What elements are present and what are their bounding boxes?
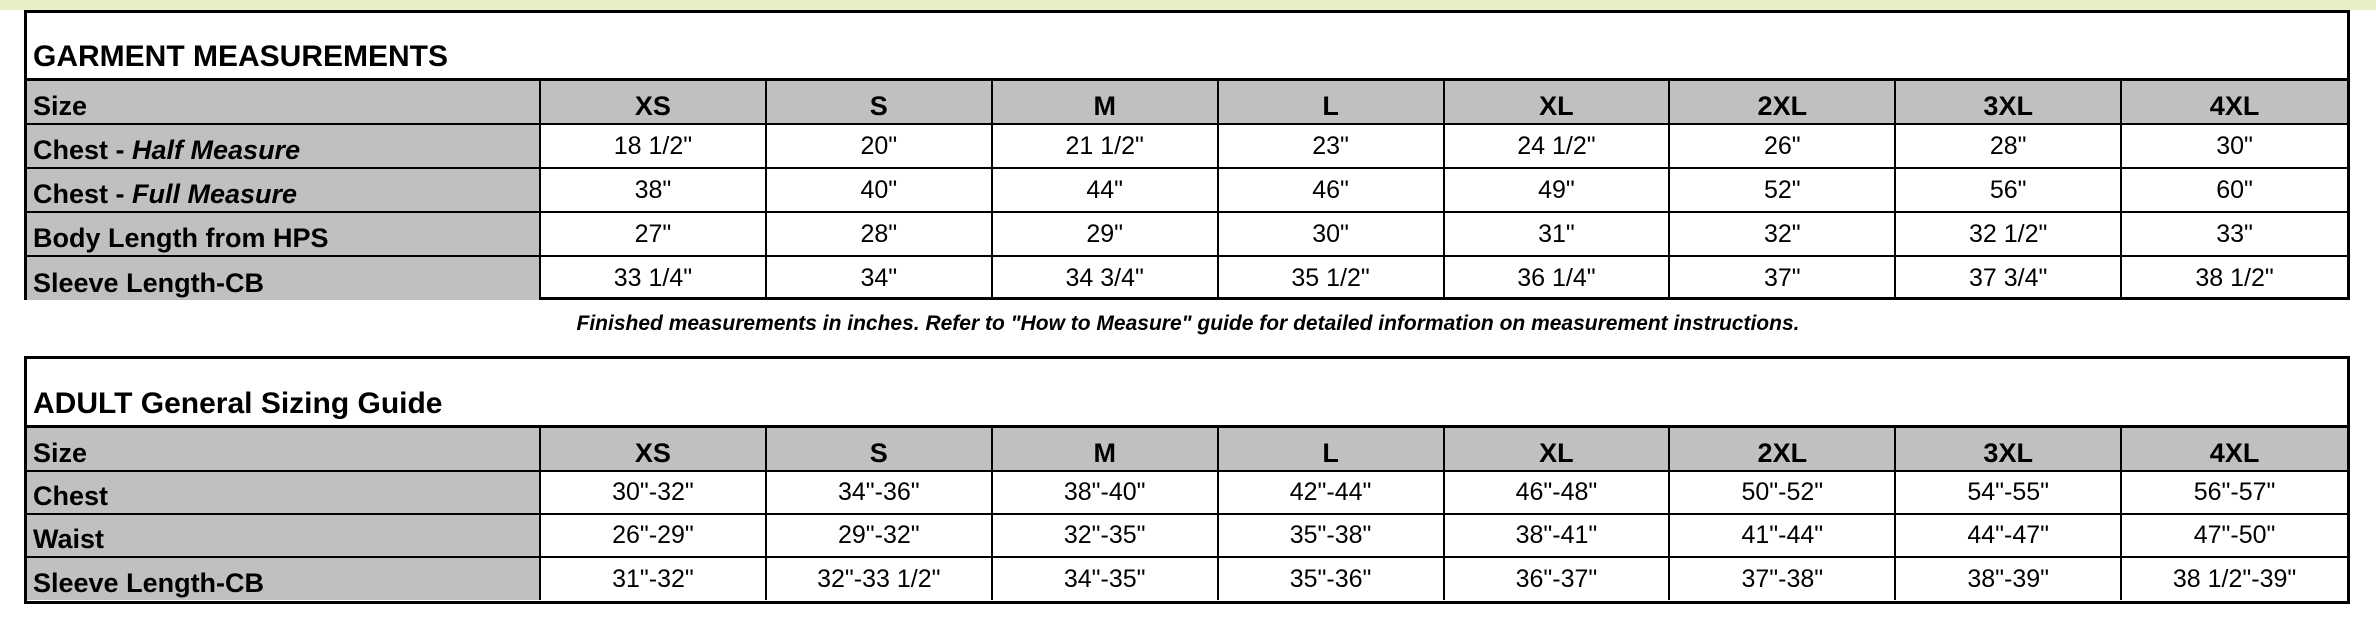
table-cell: 30" [1218,212,1444,256]
table-cell: 34 3/4" [992,256,1218,300]
table-cell: 40" [766,168,992,212]
size-header-label: Size [27,428,540,471]
size-header-cell: 4XL [2121,428,2347,471]
row-label [27,557,540,600]
table-cell: 28" [1895,124,2121,168]
table-cell: 56"-57" [2121,471,2347,514]
table-cell: 35 1/2" [1218,256,1444,300]
table-row [27,557,2347,600]
table-cell: 33" [2121,212,2347,256]
table-cell: 50"-52" [1669,471,1895,514]
table-row [27,168,2347,212]
adult-sizing-table [24,356,2350,604]
size-header-row [27,81,2347,124]
table-cell: 21 1/2" [992,124,1218,168]
size-header-cell: S [766,428,992,471]
size-header-row [27,428,2347,471]
table-cell: 38"-40" [992,471,1218,514]
table-row [27,471,2347,514]
table-cell: 35"-38" [1218,514,1444,557]
table-cell: 38"-39" [1895,557,2121,600]
table-cell: 47"-50" [2121,514,2347,557]
table-cell: 34"-36" [766,471,992,514]
size-header-cell: XL [1444,81,1670,124]
table-cell: 26" [1669,124,1895,168]
table-cell: 32 1/2" [1895,212,2121,256]
size-header-cell: 2XL [1669,428,1895,471]
table-cell: 36"-37" [1444,557,1670,600]
size-header-cell: L [1218,81,1444,124]
table-cell: 28" [766,212,992,256]
table-cell: 27" [540,212,766,256]
table-cell: 29" [992,212,1218,256]
table-cell: 32" [1669,212,1895,256]
table-cell: 37 3/4" [1895,256,2121,300]
table-cell: 38" [540,168,766,212]
table-cell: 60" [2121,168,2347,212]
size-header-cell: 3XL [1895,81,2121,124]
size-header-cell: M [992,81,1218,124]
measurement-note: Finished measurements in inches. Refer to "How to Measure" guide for detailed information on measurement instructions. [576,312,1800,335]
adult-table-title: ADULT General Sizing Guide [27,359,2347,428]
table-cell: 29"-32" [766,514,992,557]
row-label-text: Chest [33,481,109,511]
row-label-emphasis: Full Measure [132,179,298,209]
table-cell: 32"-35" [992,514,1218,557]
size-header-cell: 3XL [1895,428,2121,471]
table-row [27,212,2347,256]
table-cell: 32"-33 1/2" [766,557,992,600]
table-cell: 23" [1218,124,1444,168]
size-header-cell: M [992,428,1218,471]
table-cell: 37"-38" [1669,557,1895,600]
row-label [27,168,540,212]
size-header-cell: L [1218,428,1444,471]
table-cell: 31" [1444,212,1670,256]
row-label-text: Body Length from HPS [33,223,329,253]
row-label [27,514,540,557]
row-label-text: Sleeve Length-CB [33,268,265,298]
table-cell: 41"-44" [1669,514,1895,557]
table-cell: 30" [2121,124,2347,168]
table-cell: 18 1/2" [540,124,766,168]
table-cell: 37" [1669,256,1895,300]
garment-grid [27,81,2347,300]
table-cell: 33 1/4" [540,256,766,300]
row-label-text: Waist [33,524,105,554]
row-label-emphasis: Half Measure [132,135,301,165]
table-cell: 54"-55" [1895,471,2121,514]
row-label [27,212,540,256]
table-cell: 36 1/4" [1444,256,1670,300]
table-cell: 49" [1444,168,1670,212]
table-cell: 56" [1895,168,2121,212]
table-cell: 26"-29" [540,514,766,557]
size-header-cell: 4XL [2121,81,2347,124]
table-cell: 52" [1669,168,1895,212]
table-cell: 38 1/2"-39" [2121,557,2347,600]
table-cell: 34" [766,256,992,300]
table-cell: 35"-36" [1218,557,1444,600]
row-label [27,471,540,514]
table-cell: 42"-44" [1218,471,1444,514]
table-cell: 46" [1218,168,1444,212]
top-color-band [0,0,2376,10]
table-cell: 30"-32" [540,471,766,514]
size-header-cell: 2XL [1669,81,1895,124]
table-cell: 24 1/2" [1444,124,1670,168]
row-label [27,256,540,300]
table-cell: 44" [992,168,1218,212]
table-cell: 46"-48" [1444,471,1670,514]
size-header-cell: S [766,81,992,124]
adult-grid [27,428,2347,600]
garment-measurements-table [24,10,2350,300]
row-label-text: Chest - [33,135,133,165]
table-cell: 34"-35" [992,557,1218,600]
row-label-text: Sleeve Length-CB [33,568,265,598]
table-cell: 44"-47" [1895,514,2121,557]
garment-table-title: GARMENT MEASUREMENTS [27,13,2347,81]
row-label-text: Chest - [33,179,133,209]
size-header-cell: XS [540,81,766,124]
table-cell: 31"-32" [540,557,766,600]
table-cell: 20" [766,124,992,168]
row-label [27,124,540,168]
table-cell: 38 1/2" [2121,256,2347,300]
table-row [27,256,2347,300]
table-cell: 38"-41" [1444,514,1670,557]
size-header-cell: XS [540,428,766,471]
size-header-label: Size [27,81,540,124]
size-header-cell: XL [1444,428,1670,471]
table-row [27,514,2347,557]
table-row [27,124,2347,168]
